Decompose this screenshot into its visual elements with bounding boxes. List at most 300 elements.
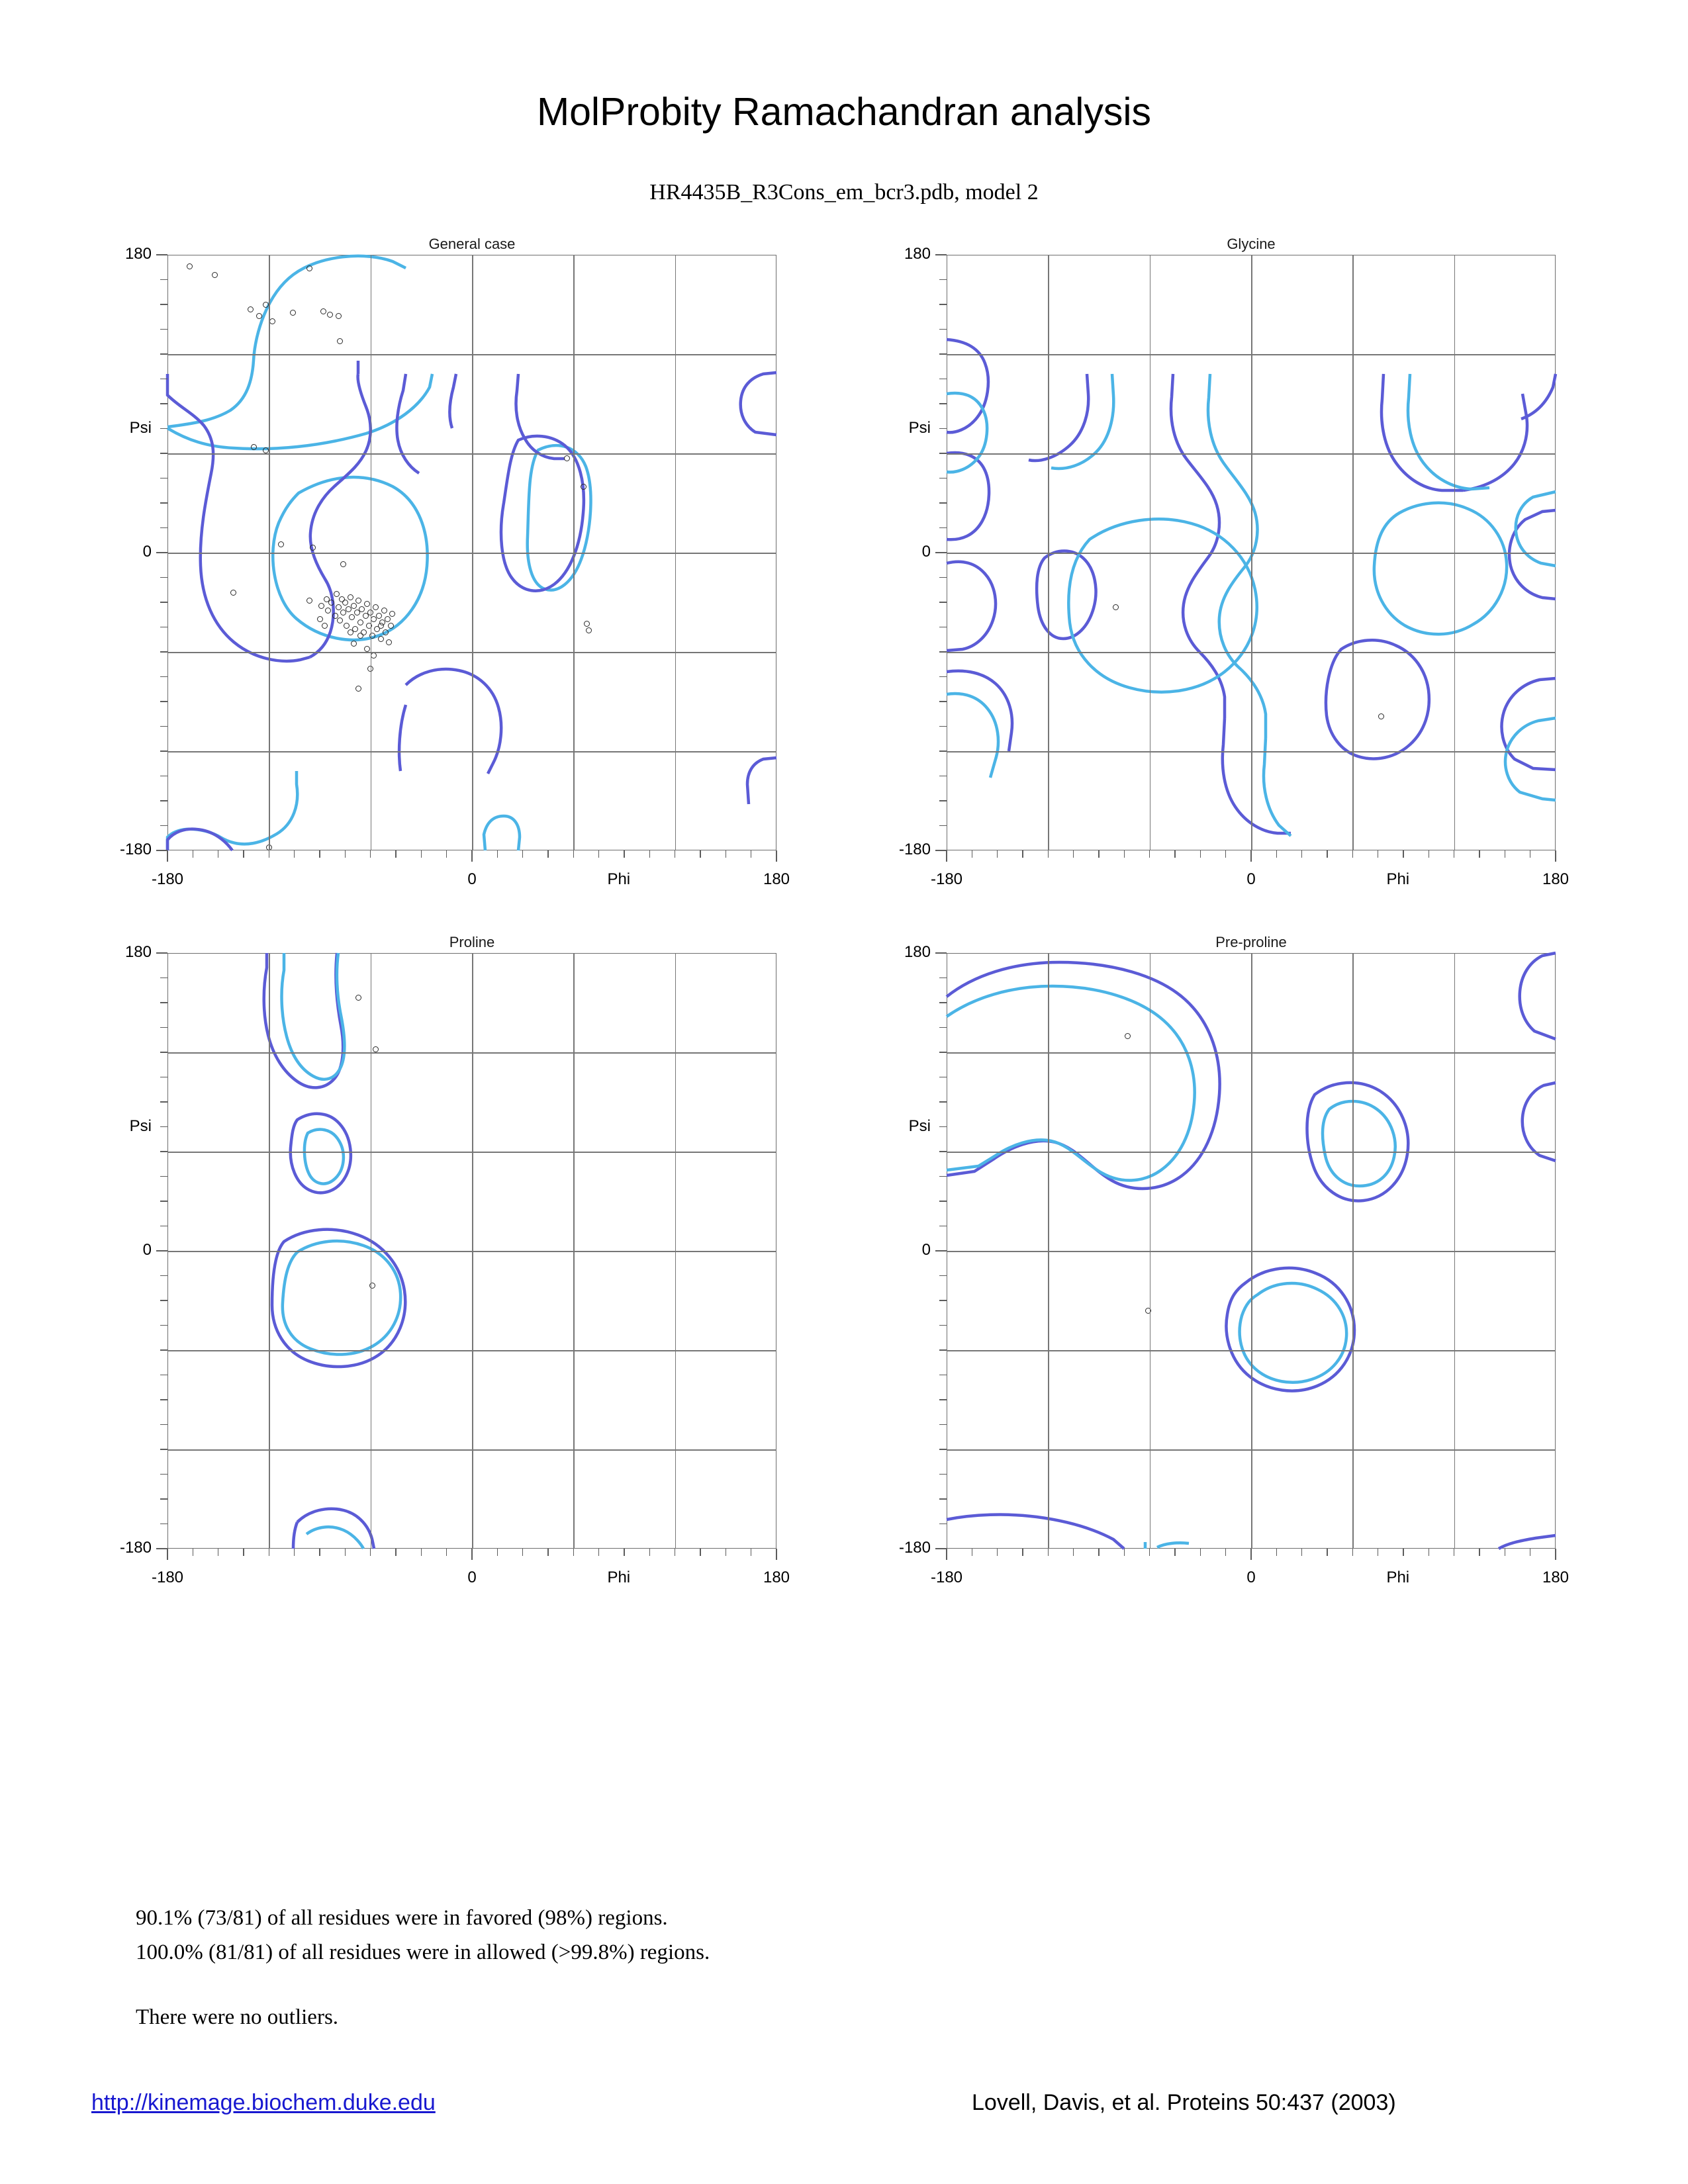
x-axis-tick — [370, 850, 371, 858]
data-point — [256, 313, 262, 319]
data-point — [212, 272, 218, 278]
x-axis-tick — [421, 1549, 422, 1556]
x-axis-tick — [997, 850, 998, 858]
data-point — [269, 318, 275, 324]
y-axis-tick — [935, 254, 947, 255]
y-axis-tick — [160, 1474, 167, 1475]
x-axis-tick — [573, 1549, 575, 1556]
data-point — [351, 641, 357, 647]
y-axis-tick — [939, 1201, 947, 1202]
y-axis-tick — [939, 1002, 947, 1003]
x-axis-tick — [598, 850, 600, 858]
data-point — [371, 653, 377, 659]
y-axis-tick — [939, 1126, 947, 1128]
x-axis-tick — [547, 1549, 549, 1556]
y-axis-tick — [160, 379, 167, 380]
x-axis-tick — [167, 1549, 168, 1560]
data-point — [322, 623, 328, 629]
y-axis-tick — [939, 1226, 947, 1227]
x-axis-tick — [167, 850, 168, 862]
gridline-horizontal — [167, 1052, 776, 1054]
y-axis-tick — [939, 676, 947, 678]
x-axis-min-label: -180 — [151, 1569, 184, 1586]
x-axis-tick — [972, 850, 973, 858]
x-axis-tick — [1327, 850, 1328, 858]
plot-title: Glycine — [1227, 236, 1276, 252]
data-point — [344, 623, 350, 629]
data-point — [317, 616, 323, 622]
stats-allowed: 100.0% (81/81) of all residues were in allowed (>99.8%) regions. — [136, 1940, 710, 1964]
x-axis-tick — [421, 850, 422, 858]
y-axis-tick — [160, 1052, 167, 1053]
y-axis-tick — [160, 602, 167, 603]
y-axis-tick — [939, 651, 947, 653]
stats-favored: 90.1% (73/81) of all residues were in favored (98%) regions. — [136, 1906, 668, 1930]
data-point — [263, 447, 269, 453]
y-axis-min-label: -180 — [898, 841, 931, 858]
y-axis-tick — [160, 1498, 167, 1500]
x-axis-tick — [1276, 850, 1278, 858]
data-point — [385, 616, 391, 622]
x-axis-tick — [1479, 1549, 1480, 1556]
data-point — [381, 608, 387, 614]
x-axis-max-label: 180 — [1542, 1569, 1570, 1586]
y-axis-tick — [160, 1375, 167, 1376]
data-point — [336, 604, 342, 610]
x-axis-tick — [1276, 1549, 1278, 1556]
x-axis-tick — [193, 850, 194, 858]
x-axis-tick — [1505, 1549, 1506, 1556]
y-axis-tick — [939, 800, 947, 801]
x-axis-min-label: -180 — [151, 870, 184, 888]
x-axis-tick — [395, 1549, 397, 1556]
x-axis-tick — [471, 1549, 473, 1560]
y-axis-tick — [939, 602, 947, 603]
gridline-vertical — [675, 255, 677, 850]
y-axis-tick — [160, 726, 167, 727]
y-axis-max-label: 180 — [124, 245, 152, 263]
y-axis-tick — [939, 1399, 947, 1400]
y-axis-max-label: 180 — [124, 943, 152, 961]
y-axis-tick — [939, 978, 947, 979]
data-point — [564, 455, 570, 461]
y-axis-tick — [939, 329, 947, 330]
data-point — [386, 639, 392, 645]
ramachandran-plot-proline — [119, 934, 790, 1586]
y-axis-tick — [160, 1325, 167, 1326]
y-axis-tick — [160, 1524, 167, 1525]
y-axis-tick — [939, 403, 947, 404]
x-axis-tick — [218, 1549, 219, 1556]
x-axis-tick — [997, 1549, 998, 1556]
x-axis-tick — [471, 850, 473, 862]
gridline-vertical — [1454, 953, 1456, 1549]
data-point — [328, 600, 334, 606]
x-axis-zero-label: 0 — [1246, 1569, 1256, 1586]
y-axis-tick — [156, 952, 167, 954]
plot-title: General case — [428, 236, 516, 252]
x-axis-tick — [243, 1549, 244, 1556]
data-point — [348, 594, 353, 600]
x-axis-tick — [1124, 1549, 1125, 1556]
data-point — [383, 629, 389, 635]
x-axis-tick — [1378, 1549, 1379, 1556]
x-axis-tick — [972, 1549, 973, 1556]
y-axis-tick — [160, 651, 167, 653]
x-axis-title: Phi — [1386, 870, 1410, 888]
x-axis-tick — [193, 1549, 194, 1556]
x-axis-title: Phi — [607, 870, 631, 888]
data-point — [355, 686, 361, 692]
y-axis-tick — [939, 379, 947, 380]
x-axis-tick — [319, 850, 320, 858]
x-axis-tick — [243, 850, 244, 858]
gridline-vertical — [573, 953, 575, 1549]
y-axis-tick — [939, 453, 947, 454]
x-axis-tick — [345, 850, 346, 858]
y-axis-tick — [939, 1349, 947, 1351]
y-axis-tick — [160, 1449, 167, 1450]
y-axis-tick — [160, 776, 167, 777]
data-point — [352, 626, 358, 632]
y-axis-tick — [939, 428, 947, 430]
y-axis-tick — [156, 1548, 167, 1549]
x-axis-tick — [446, 850, 447, 858]
y-axis-min-label: -180 — [119, 1539, 152, 1557]
x-axis-tick — [1174, 1549, 1176, 1556]
data-point — [327, 312, 333, 318]
data-point — [187, 263, 193, 269]
y-axis-tick — [160, 1300, 167, 1301]
citation-text: Lovell, Davis, et al. Proteins 50:437 (2003) — [972, 2090, 1396, 2115]
data-point — [332, 613, 338, 619]
gridline-horizontal — [167, 553, 776, 554]
y-axis-tick — [939, 1027, 947, 1028]
y-axis-tick — [160, 527, 167, 529]
data-point — [337, 338, 343, 344]
gridline-horizontal — [947, 1251, 1556, 1252]
y-axis-tick — [160, 800, 167, 801]
y-axis-tick — [160, 1176, 167, 1177]
data-point — [373, 604, 379, 610]
x-axis-tick — [319, 1549, 320, 1556]
data-point — [334, 591, 340, 597]
ramachandran-plot-general — [119, 236, 790, 888]
x-axis-tick — [497, 850, 498, 858]
y-axis-tick — [939, 751, 947, 752]
y-axis-tick — [939, 1424, 947, 1426]
y-axis-tick — [160, 478, 167, 479]
y-axis-tick — [939, 1375, 947, 1376]
x-axis-tick — [370, 1549, 371, 1556]
x-axis-tick — [1149, 1549, 1150, 1556]
x-axis-tick — [269, 850, 270, 858]
kinemage-link[interactable]: http://kinemage.biochem.duke.edu — [91, 2090, 436, 2115]
x-axis-tick — [1454, 850, 1455, 858]
y-axis-tick — [939, 279, 947, 281]
y-axis-tick — [160, 453, 167, 454]
y-axis-tick — [160, 1126, 167, 1128]
data-point — [1113, 604, 1119, 610]
x-axis-tick — [497, 1549, 498, 1556]
x-axis-tick — [1098, 850, 1100, 858]
x-axis-tick — [1022, 1549, 1023, 1556]
x-axis-tick — [1555, 850, 1556, 862]
y-axis-tick — [160, 825, 167, 827]
y-axis-max-label: 180 — [904, 245, 931, 263]
data-point — [378, 636, 384, 642]
gridline-horizontal — [167, 1152, 776, 1153]
x-axis-tick — [1352, 1549, 1354, 1556]
data-point — [388, 623, 394, 629]
y-axis-tick — [935, 952, 947, 954]
x-axis-tick — [547, 850, 549, 858]
y-axis-tick — [939, 1524, 947, 1525]
y-axis-tick — [160, 701, 167, 702]
x-axis-tick — [1555, 1549, 1556, 1560]
y-axis-tick — [939, 304, 947, 305]
y-axis-tick — [160, 1399, 167, 1400]
y-axis-tick — [939, 577, 947, 578]
x-axis-tick — [1479, 850, 1480, 858]
y-axis-tick — [160, 403, 167, 404]
y-axis-tick — [939, 1449, 947, 1450]
x-axis-tick — [700, 850, 701, 858]
x-axis-max-label: 180 — [763, 870, 790, 888]
x-axis-tick — [1225, 850, 1227, 858]
data-point — [263, 302, 269, 308]
x-axis-tick — [294, 1549, 295, 1556]
x-axis-tick — [1429, 1549, 1430, 1556]
y-axis-tick — [160, 304, 167, 305]
data-point — [364, 601, 370, 607]
gridline-horizontal — [947, 1152, 1556, 1153]
data-point — [586, 627, 592, 633]
y-axis-tick — [939, 1275, 947, 1277]
x-axis-zero-label: 0 — [1246, 870, 1256, 888]
gridline-horizontal — [947, 453, 1556, 455]
x-axis-tick — [1149, 850, 1150, 858]
gridline-vertical — [573, 255, 575, 850]
x-axis-tick — [522, 1549, 524, 1556]
x-axis-tick — [1530, 850, 1531, 858]
y-axis-tick — [939, 1077, 947, 1078]
x-axis-tick — [1403, 850, 1404, 858]
y-axis-tick — [160, 353, 167, 355]
x-axis-tick — [700, 1549, 701, 1556]
y-axis-tick — [156, 850, 167, 851]
x-axis-tick — [345, 1549, 346, 1556]
plot-title: Pre-proline — [1215, 934, 1287, 950]
data-point — [357, 633, 363, 639]
y-axis-tick — [939, 527, 947, 529]
plot-title: Proline — [449, 934, 495, 950]
y-axis-tick — [160, 1424, 167, 1426]
x-axis-tick — [946, 850, 947, 862]
y-axis-tick — [156, 1250, 167, 1251]
y-axis-tick — [160, 1349, 167, 1351]
x-axis-tick — [1429, 850, 1430, 858]
y-axis-tick — [939, 726, 947, 727]
x-axis-tick — [1454, 1549, 1455, 1556]
y-axis-tick — [160, 428, 167, 430]
data-point — [357, 619, 363, 625]
y-axis-tick — [939, 776, 947, 777]
y-axis-tick — [939, 1176, 947, 1177]
x-axis-tick — [1225, 1549, 1227, 1556]
y-axis-tick — [160, 676, 167, 678]
data-point — [320, 308, 326, 314]
gridline-vertical — [1352, 255, 1354, 850]
x-axis-tick — [269, 1549, 270, 1556]
x-axis-tick — [1403, 1549, 1404, 1556]
data-point — [359, 606, 365, 612]
y-axis-zero-label: 0 — [921, 543, 931, 561]
x-axis-tick — [522, 850, 524, 858]
x-axis-tick — [675, 850, 676, 858]
data-point — [1125, 1033, 1131, 1039]
y-axis-zero-label: 0 — [142, 543, 152, 561]
x-axis-tick — [446, 1549, 447, 1556]
y-axis-tick — [939, 1498, 947, 1500]
x-axis-tick — [649, 850, 651, 858]
x-axis-tick — [649, 1549, 651, 1556]
x-axis-tick — [1327, 1549, 1328, 1556]
gridline-horizontal — [167, 453, 776, 455]
page-subtitle: HR4435B_R3Cons_em_bcr3.pdb, model 2 — [649, 180, 1039, 205]
x-axis-tick — [1200, 850, 1201, 858]
x-axis-tick — [1301, 1549, 1303, 1556]
y-axis-max-label: 180 — [904, 943, 931, 961]
x-axis-tick — [1352, 850, 1354, 858]
x-axis-tick — [1301, 850, 1303, 858]
data-point — [376, 613, 382, 619]
y-axis-tick — [156, 254, 167, 255]
x-axis-tick — [1022, 850, 1023, 858]
data-point — [373, 1046, 379, 1052]
gridline-horizontal — [947, 354, 1556, 355]
y-axis-title: Psi — [908, 1116, 931, 1135]
y-axis-tick — [160, 577, 167, 578]
x-axis-min-label: -180 — [930, 870, 963, 888]
stats-outliers: There were no outliers. — [136, 2005, 339, 2029]
x-axis-zero-label: 0 — [467, 1569, 477, 1586]
y-axis-tick — [160, 279, 167, 281]
y-axis-tick — [160, 1101, 167, 1103]
x-axis-tick — [624, 1549, 625, 1556]
x-axis-tick — [218, 850, 219, 858]
y-axis-tick — [935, 1250, 947, 1251]
data-point — [251, 444, 257, 450]
data-point — [364, 646, 370, 652]
x-axis-tick — [726, 850, 727, 858]
y-axis-tick — [939, 1101, 947, 1103]
x-axis-tick — [946, 1549, 947, 1560]
x-axis-tick — [1378, 850, 1379, 858]
y-axis-tick — [939, 1474, 947, 1475]
y-axis-tick — [939, 353, 947, 355]
y-axis-tick — [935, 552, 947, 553]
data-point — [230, 590, 236, 596]
x-axis-max-label: 180 — [763, 1569, 790, 1586]
x-axis-tick — [1505, 850, 1506, 858]
x-axis-tick — [751, 1549, 752, 1556]
x-axis-tick — [1098, 1549, 1100, 1556]
x-axis-tick — [776, 1549, 777, 1560]
y-axis-tick — [939, 825, 947, 827]
gridline-horizontal — [947, 1052, 1556, 1054]
x-axis-tick — [1200, 1549, 1201, 1556]
gridline-vertical — [675, 953, 677, 1549]
y-axis-tick — [160, 978, 167, 979]
y-axis-tick — [939, 1151, 947, 1152]
y-axis-tick — [935, 1548, 947, 1549]
data-point — [348, 629, 353, 635]
y-axis-tick — [939, 701, 947, 702]
x-axis-tick — [294, 850, 295, 858]
data-point — [581, 484, 586, 490]
y-axis-tick — [160, 1226, 167, 1227]
x-axis-tick — [573, 850, 575, 858]
y-axis-title: Psi — [908, 418, 931, 437]
gridline-horizontal — [167, 354, 776, 355]
x-axis-tick — [1124, 850, 1125, 858]
y-axis-tick — [160, 502, 167, 504]
data-point — [351, 603, 357, 609]
y-axis-tick — [939, 1052, 947, 1053]
y-axis-tick — [939, 1325, 947, 1326]
x-axis-title: Phi — [607, 1569, 631, 1586]
y-axis-tick — [160, 1151, 167, 1152]
gridline-vertical — [1352, 953, 1354, 1549]
y-axis-tick — [939, 627, 947, 628]
data-point — [306, 265, 312, 271]
x-axis-tick — [395, 850, 397, 858]
gridline-horizontal — [167, 1251, 776, 1252]
data-point — [248, 306, 254, 312]
y-axis-zero-label: 0 — [142, 1241, 152, 1259]
y-axis-tick — [939, 478, 947, 479]
y-axis-tick — [160, 751, 167, 752]
x-axis-tick — [624, 850, 625, 858]
x-axis-tick — [1530, 1549, 1531, 1556]
x-axis-tick — [776, 850, 777, 862]
x-axis-max-label: 180 — [1542, 870, 1570, 888]
x-axis-tick — [1048, 850, 1049, 858]
y-axis-title: Psi — [129, 418, 152, 437]
page-title: MolProbity Ramachandran analysis — [536, 90, 1152, 134]
ramachandran-plot-glycine — [898, 236, 1570, 888]
data-point — [318, 603, 324, 609]
y-axis-tick — [156, 552, 167, 553]
x-axis-zero-label: 0 — [467, 870, 477, 888]
gridline-horizontal — [947, 553, 1556, 554]
x-axis-tick — [675, 1549, 676, 1556]
x-axis-tick — [1073, 850, 1074, 858]
data-point — [336, 313, 342, 319]
gridline-vertical — [1454, 255, 1456, 850]
data-point — [278, 541, 284, 547]
x-axis-tick — [598, 1549, 600, 1556]
y-axis-title: Psi — [129, 1116, 152, 1135]
data-point — [349, 614, 355, 620]
y-axis-tick — [160, 1275, 167, 1277]
data-point — [342, 600, 348, 606]
x-axis-tick — [1048, 1549, 1049, 1556]
y-axis-tick — [160, 329, 167, 330]
x-axis-tick — [1250, 1549, 1252, 1560]
x-axis-tick — [1174, 850, 1176, 858]
